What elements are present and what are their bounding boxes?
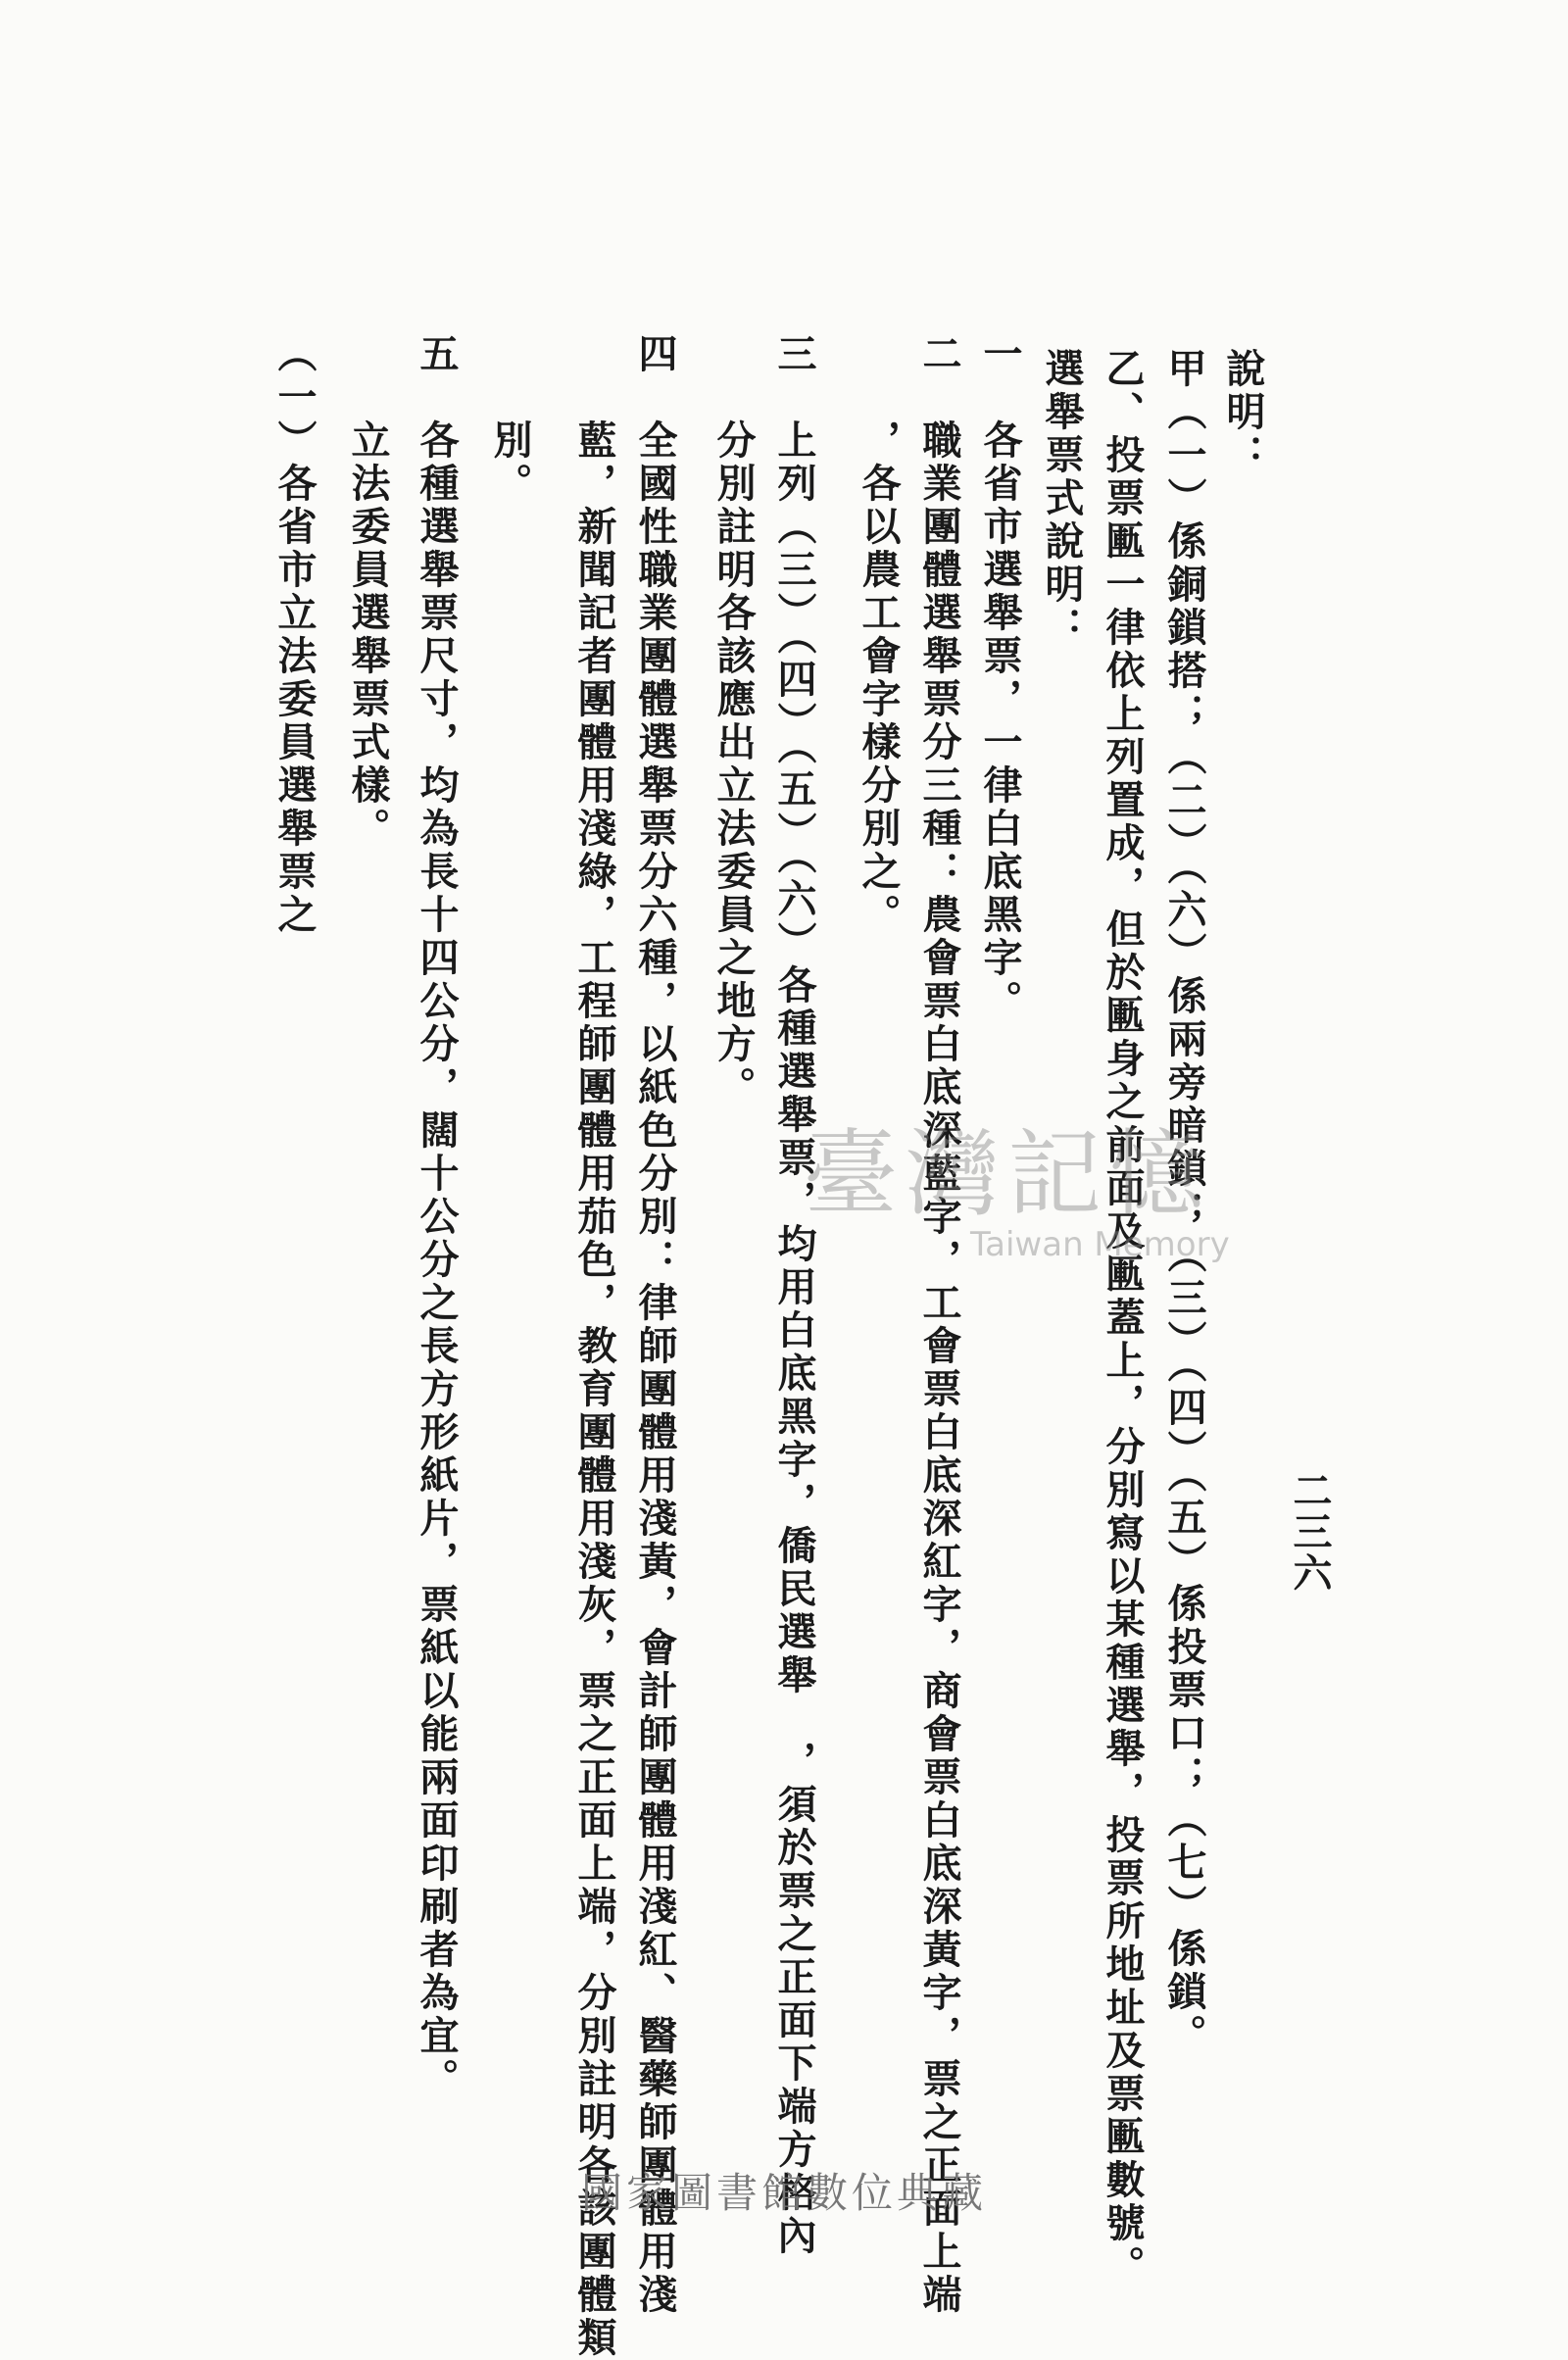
text-column-item-5: 五 各種選舉票尺寸，均為長十四公分，闊十公分之長方形紙片，票紙以能兩面印刷者為宜。 xyxy=(414,333,460,2101)
watermark-subtitle: Taiwan Memory xyxy=(970,1225,1230,1264)
text-column-item-1: 一 各省市選舉票，一律白底黑字。 xyxy=(977,333,1023,1023)
text-column-heading: 說明： xyxy=(1220,348,1266,477)
text-column-item-2-cont: ，各以農工會字樣分別之。 xyxy=(856,333,902,937)
text-column-yi: 乙、投票匭一律依上列置成，但於匭身之前面及匭蓋上，分別寫以某種選舉，投票所地址及票匭數號。 xyxy=(1100,348,1146,2288)
text-column-item-5-cont: 立法委員選舉票式樣。 xyxy=(345,333,391,851)
page-number: 二三六 xyxy=(1287,1470,1333,1594)
text-column-item-4-cont: 藍，新聞記者團體用淺綠，工程師團體用茄色，教育團體用淺灰，票之正面上端，分別註明各該團體類 xyxy=(571,333,617,2360)
text-column-item-4-end: 別。 xyxy=(487,333,533,506)
text-column-jia: 甲（一）係銅鎖搭；（二）（六）係兩旁暗鎖；（三）（四）（五）係投票口；（七）係鎖。 xyxy=(1161,348,1207,2057)
text-column-item-2: 二 職業團體選舉票分三種：農會票白底深藍字，工會票白底深紅字，商會票白底深黃字，票之正面上端 xyxy=(916,333,962,2317)
footer-archive-label: 國家圖書館數位典藏 xyxy=(580,2169,987,2217)
text-column-sub-1: （一）各省市立法委員選舉票之 xyxy=(271,333,318,937)
text-column-ballot-heading: 選舉票式說明： xyxy=(1039,348,1085,650)
text-column-item-3-cont: 分別註明各該應出立法委員之地方。 xyxy=(710,333,757,1109)
text-column-item-3: 三 上列（三）（四）（五）（六）各種選舉票，均用白底黑字，僑民選舉 ，須於票之正面下端方格內 xyxy=(771,333,817,2258)
text-column-item-4: 四 全國性職業團體選舉票分六種，以紙色分別：律師團體用淺黃，會計師團體用淺紅、醫藥師團體用淺 xyxy=(632,333,678,2317)
watermark-title: 臺灣記憶 xyxy=(804,1119,1211,1229)
